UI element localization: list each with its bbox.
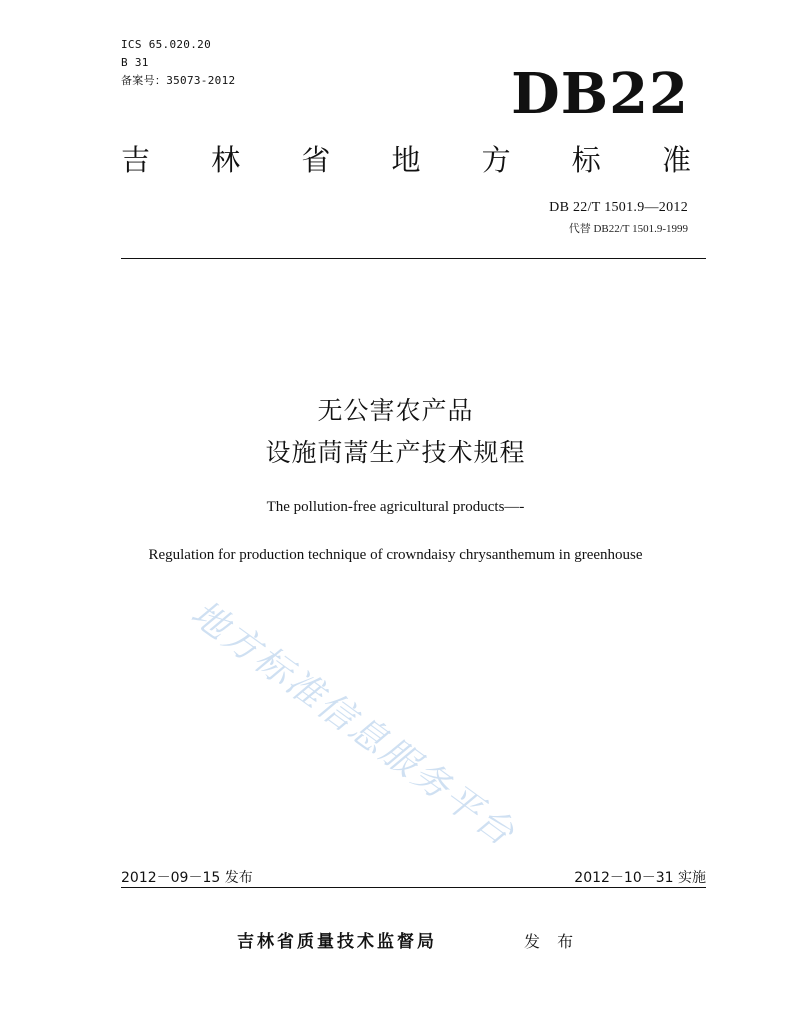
implementation-date: 2012－10－31 实施: [574, 870, 706, 886]
title-cn-line2: 设施茼蒿生产技术规程: [265, 438, 526, 467]
classification-code: B 31: [121, 56, 149, 69]
standard-type-char: 林: [211, 143, 241, 177]
standard-type-char: 地: [391, 143, 421, 177]
standard-type-char: 吉: [121, 143, 151, 177]
standard-type-heading: [121, 140, 691, 180]
watermark: 地方标准信息服务平台: [183, 592, 523, 856]
standard-number: DB 22/T 1501.9—2012: [549, 200, 688, 215]
standard-type-char: 方: [481, 143, 511, 177]
top-divider: [121, 258, 706, 259]
issue-date: 2012－09－15 发布: [121, 870, 253, 886]
bottom-divider: [121, 887, 706, 888]
standard-type-char: 准: [661, 143, 691, 177]
standard-type-char: 省: [301, 143, 331, 177]
title-en-line1: The pollution-free agricultural products—-: [266, 499, 525, 515]
ics-code: ICS 65.020.20: [121, 38, 211, 51]
record-number: 备案号：35073-2012: [121, 74, 236, 87]
replaces-standard: 代替 DB22/T 1501.9-1999: [568, 223, 688, 235]
title-en-line2: Regulation for production technique of crowndaisy chrysanthemum in greenhouse: [148, 547, 643, 563]
title-cn-line1: 无公害农产品: [317, 396, 474, 425]
issuing-authority: 吉林省质量技术监督局: [237, 932, 437, 952]
standard-type-char: 标: [571, 143, 601, 177]
issue-label: 发 布: [524, 932, 580, 951]
db22-logo: DB22: [511, 61, 689, 127]
